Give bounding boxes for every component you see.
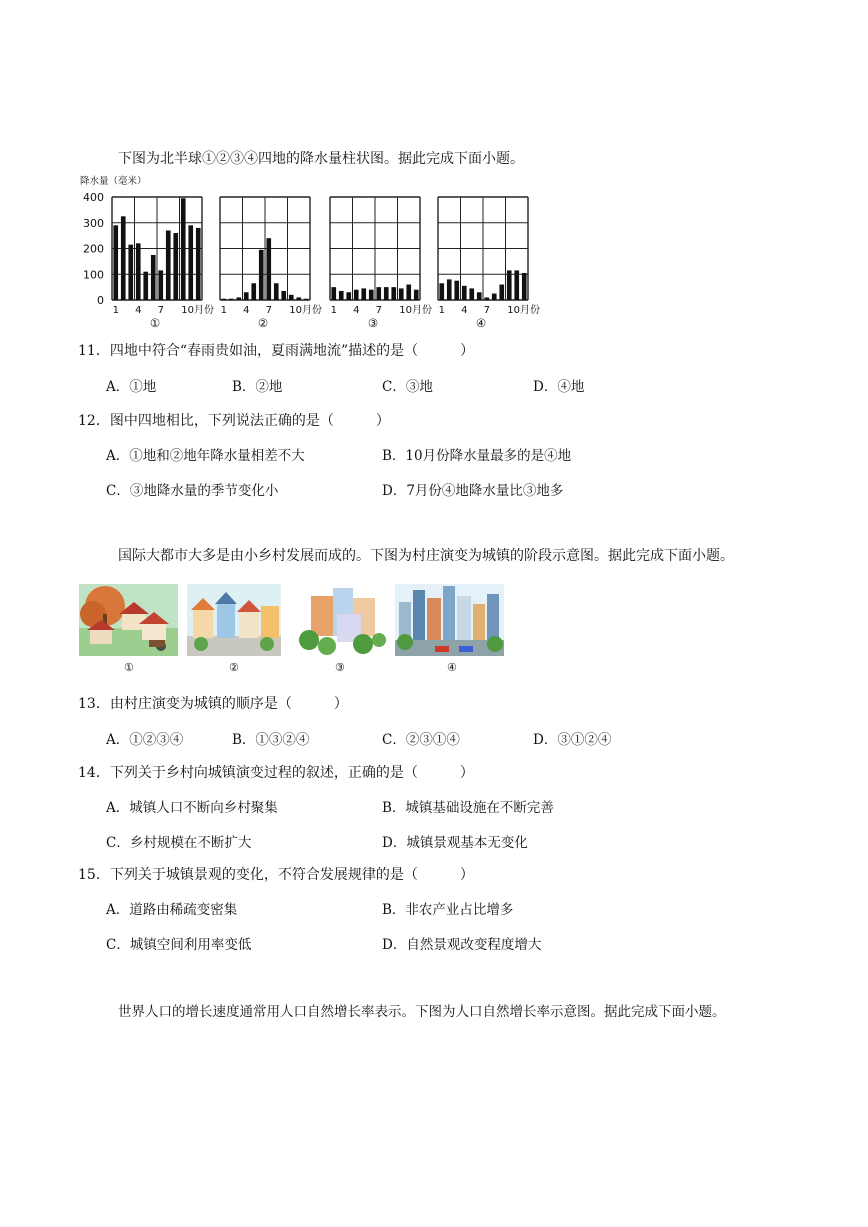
precipitation-bar — [196, 228, 201, 300]
precipitation-bar — [304, 299, 309, 300]
precipitation-bar — [173, 233, 178, 300]
precipitation-bar — [414, 290, 419, 300]
stage-2-small-town-picture — [187, 584, 281, 656]
precipitation-bar — [331, 287, 336, 300]
precipitation-bar — [128, 245, 133, 300]
q14-option-c[interactable]: C．乡村规模在不断扩大 — [106, 835, 252, 851]
precipitation-bar — [477, 292, 482, 300]
x-tick-label: 1 — [438, 305, 445, 316]
picture-label-3: ③ — [335, 661, 345, 674]
x-tick-label: 10月份 — [289, 305, 322, 316]
section1-intro: 下图为北半球①②③④四地的降水量柱状图。据此完成下面小题。 — [118, 151, 524, 167]
precipitation-bar — [391, 287, 396, 300]
x-tick-label: 4 — [353, 305, 360, 316]
q13-option-d[interactable]: D．③①②④ — [533, 732, 612, 748]
precipitation-bar — [406, 285, 411, 300]
precipitation-bar — [354, 290, 359, 300]
stage-1-village-picture — [79, 584, 178, 656]
q14-option-d[interactable]: D．城镇景观基本无变化 — [382, 835, 528, 851]
x-tick-label: 4 — [135, 305, 142, 316]
precipitation-bar — [384, 287, 389, 300]
precipitation-bar — [339, 291, 344, 300]
precipitation-bar — [514, 270, 519, 300]
x-tick-label: 4 — [461, 305, 468, 316]
question-14-stem: 14．下列关于乡村向城镇演变过程的叙述，正确的是（ ） — [78, 765, 474, 781]
q11-option-c[interactable]: C．③地 — [382, 379, 433, 395]
precipitation-bar — [281, 291, 286, 300]
q14-option-b[interactable]: B．城镇基础设施在不断完善 — [382, 800, 554, 816]
q15-option-b[interactable]: B．非农产业占比增多 — [382, 902, 514, 918]
precipitation-bar — [296, 297, 301, 300]
precipitation-bar — [439, 283, 444, 300]
precipitation-bar — [229, 299, 234, 300]
precipitation-bar — [447, 279, 452, 300]
precipitation-bar — [221, 299, 226, 300]
precipitation-bar — [143, 272, 148, 300]
precipitation-bar — [462, 286, 467, 300]
q13-option-a[interactable]: A．①②③④ — [106, 732, 184, 748]
precipitation-bar — [274, 283, 279, 300]
precipitation-bar — [166, 230, 171, 300]
precipitation-bar — [399, 288, 404, 300]
y-axis-label: 降水量（毫米） — [80, 176, 147, 187]
x-tick-label: 1 — [330, 305, 337, 316]
precipitation-bar — [522, 273, 527, 300]
q13-option-c[interactable]: C．②③①④ — [382, 732, 460, 748]
precipitation-bar — [507, 270, 512, 300]
precipitation-bar — [266, 238, 271, 300]
question-12-stem: 12．图中四地相比，下列说法正确的是（ ） — [78, 413, 390, 429]
q12-option-b[interactable]: B．10月份降水量最多的是④地 — [382, 448, 572, 464]
precipitation-bar — [484, 297, 489, 300]
precipitation-bar — [499, 285, 504, 300]
x-tick-label: 1 — [220, 305, 227, 316]
chart-label: ② — [257, 316, 269, 330]
precipitation-bar — [492, 294, 497, 300]
question-15-stem: 15．下列关于城镇景观的变化，不符合发展规律的是（ ） — [78, 867, 474, 883]
precipitation-bar — [236, 297, 241, 300]
y-tick-label: 0 — [97, 294, 104, 307]
x-tick-label: 7 — [265, 305, 272, 316]
q11-option-a[interactable]: A．①地 — [106, 379, 157, 395]
chart-label: ① — [149, 316, 161, 330]
section3-intro: 世界人口的增长速度通常用人口自然增长率表示。下图为人口自然增长率示意图。据此完成下面小题。 — [118, 1004, 726, 1020]
q12-option-c[interactable]: C．③地降水量的季节变化小 — [106, 483, 279, 499]
precipitation-bar — [259, 250, 264, 300]
precipitation-bar — [151, 255, 156, 300]
precipitation-bar — [188, 225, 193, 300]
precipitation-bar — [121, 216, 126, 300]
x-tick-label: 7 — [483, 305, 490, 316]
x-tick-label: 4 — [243, 305, 250, 316]
precipitation-charts — [0, 172, 868, 330]
q15-option-d[interactable]: D．自然景观改变程度增大 — [382, 937, 542, 953]
precipitation-bar — [136, 243, 141, 300]
precipitation-bar — [361, 288, 366, 300]
x-tick-label: 10月份 — [399, 305, 432, 316]
stage-3-town-picture — [297, 584, 385, 656]
y-tick-label: 300 — [83, 216, 104, 230]
x-tick-label: 1 — [112, 305, 119, 316]
q12-option-d[interactable]: D．7月份④地降水量比③地多 — [382, 483, 564, 499]
question-11-stem: 11．四地中符合“春雨贵如油，夏雨满地流”描述的是（ ） — [78, 343, 475, 359]
section2-intro: 国际大都市大多是由小乡村发展而成的。下图为村庄演变为城镇的阶段示意图。据此完成下面小题。 — [118, 548, 734, 564]
q15-option-a[interactable]: A．道路由稀疏变密集 — [106, 902, 238, 918]
q13-option-b[interactable]: B．①③②④ — [232, 732, 310, 748]
picture-label-1: ① — [124, 661, 134, 674]
precipitation-bar — [244, 292, 249, 300]
precipitation-bar — [181, 198, 186, 300]
chart-label: ④ — [475, 316, 487, 330]
precipitation-bar — [251, 283, 256, 300]
chart-label: ③ — [367, 316, 379, 330]
precipitation-bar — [369, 290, 374, 300]
precipitation-bar — [289, 295, 294, 300]
question-13-stem: 13．由村庄演变为城镇的顺序是（ ） — [78, 696, 348, 712]
picture-label-4: ④ — [447, 661, 457, 674]
q15-option-c[interactable]: C．城镇空间利用率变低 — [106, 937, 252, 953]
picture-label-2: ② — [229, 661, 239, 674]
precipitation-bar — [158, 270, 163, 300]
q14-option-a[interactable]: A．城镇人口不断向乡村聚集 — [106, 800, 278, 816]
q12-option-a[interactable]: A．①地和②地年降水量相差不大 — [106, 448, 305, 464]
precipitation-bar — [113, 225, 118, 300]
y-tick-label: 200 — [83, 242, 104, 256]
x-tick-label: 7 — [157, 305, 164, 316]
x-tick-label: 10月份 — [181, 305, 214, 316]
precipitation-bar — [454, 281, 459, 300]
x-tick-label: 7 — [375, 305, 382, 316]
y-tick-label: 400 — [83, 191, 104, 204]
q11-option-b[interactable]: B．②地 — [232, 379, 283, 395]
precipitation-bar — [376, 287, 381, 300]
precipitation-bar — [346, 292, 351, 300]
q11-option-d[interactable]: D．④地 — [533, 379, 585, 395]
x-tick-label: 10月份 — [507, 305, 540, 316]
y-tick-label: 100 — [83, 268, 104, 282]
stage-4-city-picture — [395, 584, 504, 656]
precipitation-bar — [469, 288, 474, 300]
